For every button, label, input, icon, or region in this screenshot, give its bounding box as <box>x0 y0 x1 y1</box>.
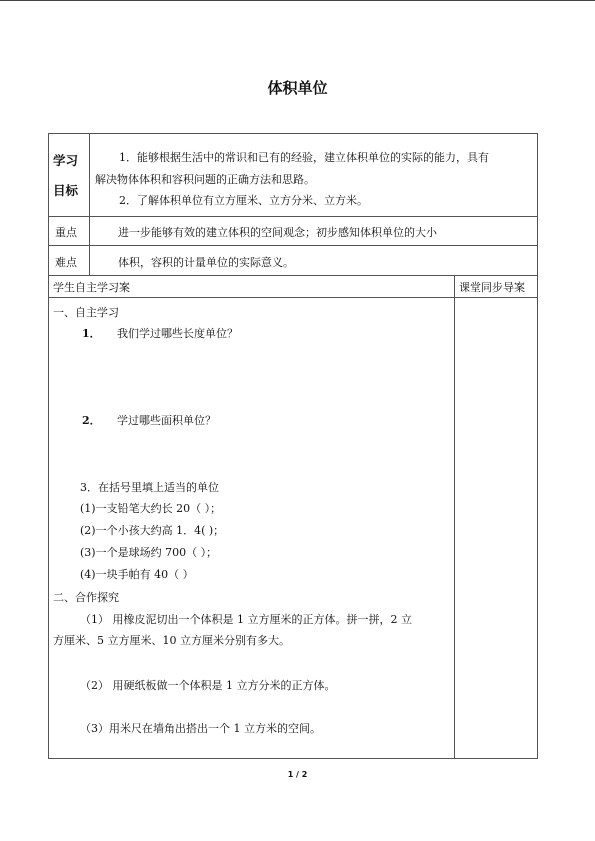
difficulty-label: 难点 <box>55 256 77 269</box>
row-divider-difficulty <box>48 275 538 276</box>
activity2-text: （2） 用硬纸板做一个体积是 1 立方分米的正方体。 <box>80 679 336 692</box>
page-top-border <box>0 0 595 1</box>
goals-label-line1: 学习 <box>53 153 79 168</box>
activity3-text: （3）用米尺在墙角出搭出一个 1 立方米的空间。 <box>80 722 321 735</box>
goal-text-line2: 解决物体体积和容积问题的正确方法和思路。 <box>95 173 315 186</box>
goal-text-line1: 1．能够根据生活中的常识和已有的经验，建立体积单位的实际的能力，具有 <box>119 151 489 164</box>
question1-text: 我们学过哪些长度单位？ <box>117 327 238 340</box>
row-divider-goals <box>48 216 538 217</box>
section1-heading: 一、自主学习 <box>53 306 119 319</box>
question2-text: 学过哪些面积单位？ <box>117 414 216 427</box>
fill-item: (1)一支铅笔大约长 20（ ）； <box>80 502 222 515</box>
fill-item: (4)一块手帕有 40（ ） <box>80 568 194 581</box>
student-column-header: 学生自主学习案 <box>53 281 130 294</box>
activity1-line2: 方厘米、5 立方厘米、10 立方厘米分别有多大。 <box>53 634 290 647</box>
right-column-divider <box>454 275 455 759</box>
teacher-column-header: 课堂同步导案 <box>459 281 525 294</box>
keypoint-label: 重点 <box>55 226 77 239</box>
fill-item: (2)一个小孩大约高 1．4( )； <box>80 524 225 537</box>
page-number: 1 / 2 <box>287 770 308 779</box>
fill-item: (3)一个是球场约 700（ ）； <box>80 546 218 559</box>
question3-text: 3．在括号里填上适当的单位 <box>80 481 219 494</box>
question1-number: 1． <box>82 327 101 340</box>
page-title: 体积单位 <box>267 79 328 97</box>
goal-text-line3: 2．了解体积单位有立方厘米、立方分米、立方米。 <box>119 194 368 207</box>
section2-heading: 二、合作探究 <box>53 591 119 604</box>
label-column-divider <box>89 133 90 275</box>
row-divider-columns <box>48 297 538 298</box>
row-divider-keypoint <box>48 245 538 246</box>
goals-label-line2: 目标 <box>53 183 79 198</box>
difficulty-text: 体积，容积的计量单位的实际意义。 <box>118 256 294 269</box>
question2-number: 2． <box>82 414 101 427</box>
activity1-line1: （1） 用橡皮泥切出一个体积是 1 立方厘米的正方体。拼一拼，2 立 <box>80 613 412 626</box>
keypoint-text: 进一步能够有效的建立体积的空间观念；初步感知体积单位的大小 <box>118 226 437 239</box>
